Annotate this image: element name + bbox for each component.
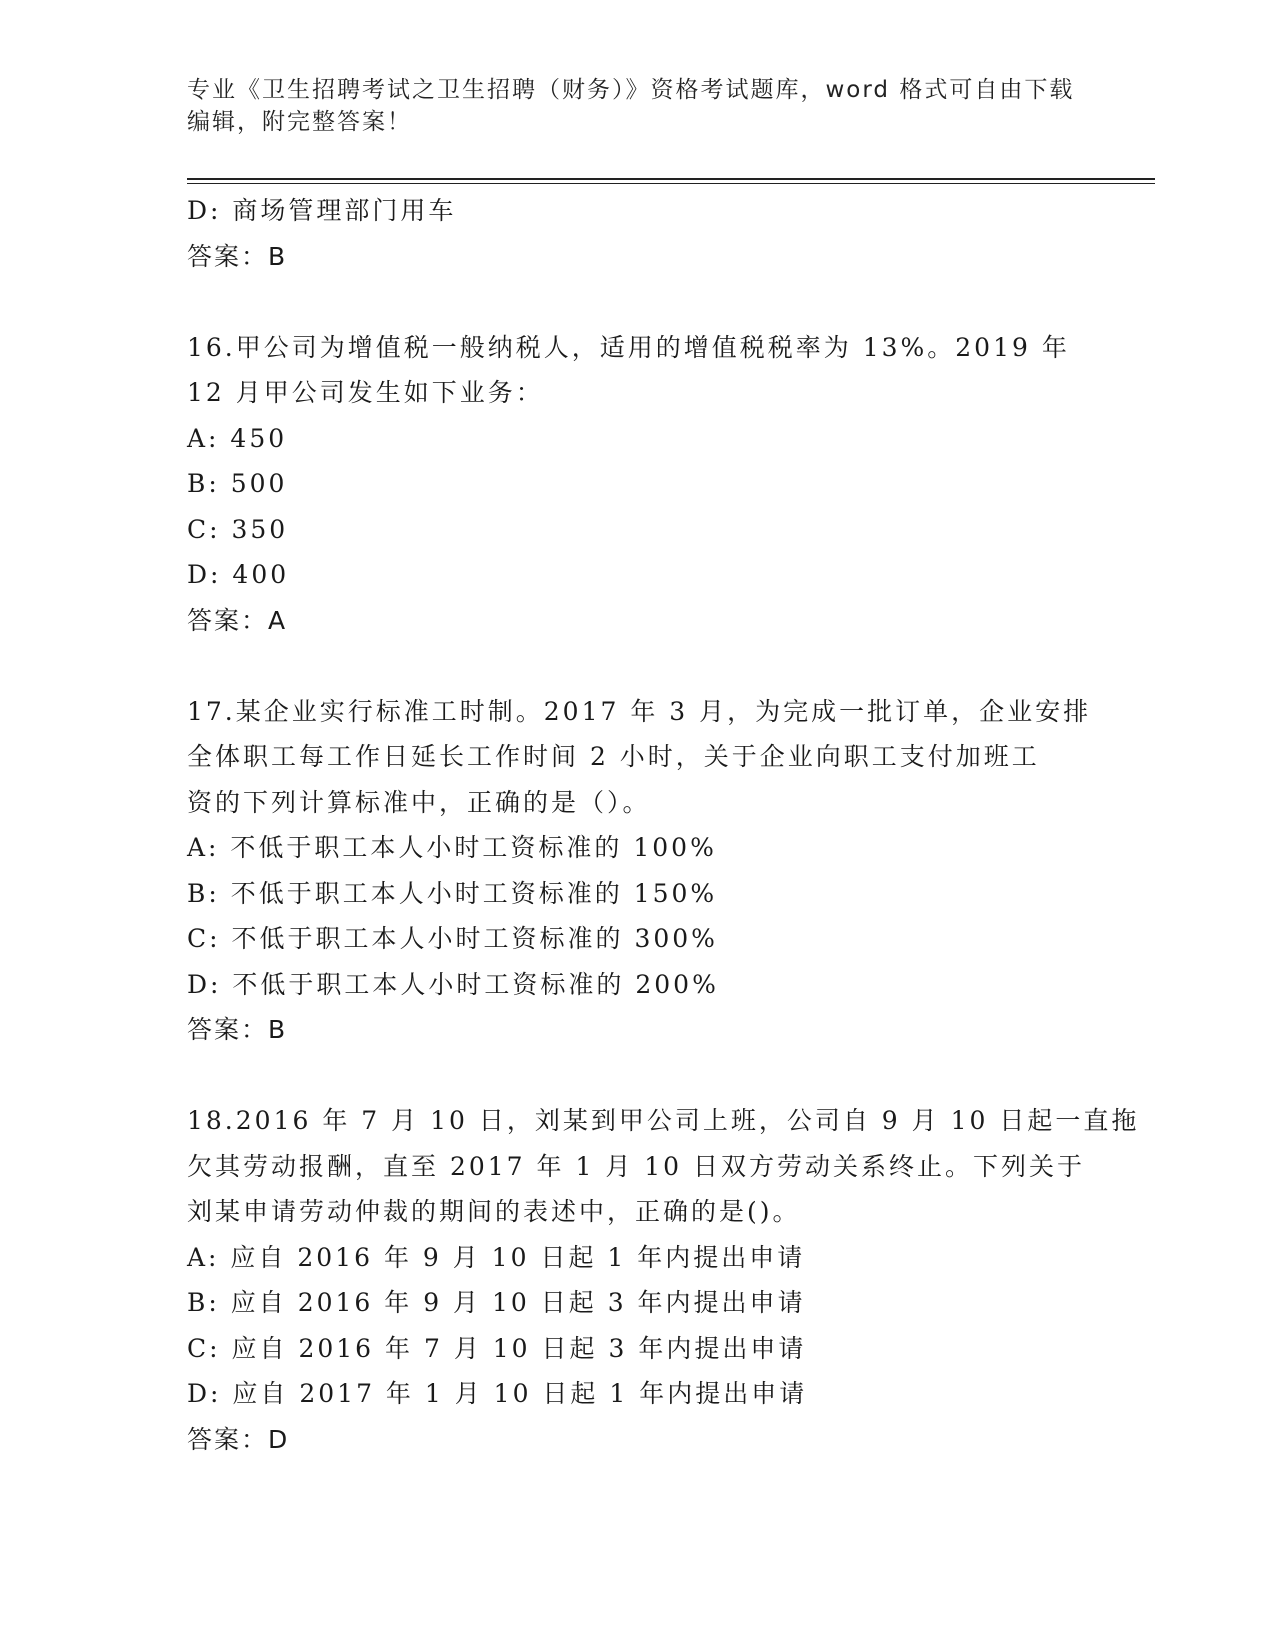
q16-stem-line-2: 12 月甲公司发生如下业务： bbox=[187, 378, 544, 407]
q18-option-a: A: 应自 2016 年 9 月 10 日起 1 年内提出申请 bbox=[187, 1242, 806, 1272]
q18-answer: 答案：D bbox=[187, 1424, 290, 1454]
q17-option-c: C: 不低于职工本人小时工资标准的 300% bbox=[187, 924, 718, 953]
q16-answer: 答案：A bbox=[187, 605, 288, 635]
q18-option-c: C: 应自 2016 年 7 月 10 日起 3 年内提出申请 bbox=[187, 1333, 807, 1363]
q18-stem-line-1: 18.2016 年 7 月 10 日，刘某到甲公司上班，公司自 9 月 10 日起一直拖 bbox=[187, 1106, 1140, 1135]
q18-option-d: D: 应自 2017 年 1 月 10 日起 1 年内提出申请 bbox=[187, 1379, 808, 1408]
q16-option-c: C: 350 bbox=[187, 514, 289, 544]
prev-answer: 答案：B bbox=[187, 241, 288, 271]
q18-stem-line-2: 欠其劳动报酬，直至 2017 年 1 月 10 日双方劳动关系终止。下列关于 bbox=[187, 1151, 1086, 1181]
q17-answer: 答案：B bbox=[187, 1015, 288, 1044]
q17-stem-line-1: 17.某企业实行标准工时制。2017 年 3 月，为完成一批订单，企业安排 bbox=[187, 696, 1092, 726]
header-divider-thin bbox=[187, 183, 1155, 184]
spacer bbox=[187, 643, 1087, 689]
q16-option-a: A: 450 bbox=[187, 423, 288, 453]
q18-option-b: B: 应自 2016 年 9 月 10 日起 3 年内提出申请 bbox=[187, 1288, 806, 1317]
header-line-2: 编辑，附完整答案！ bbox=[187, 109, 412, 135]
q17-stem-line-3: 资的下列计算标准中，正确的是（）。 bbox=[187, 787, 651, 817]
q17-option-b: B: 不低于职工本人小时工资标准的 150% bbox=[187, 878, 718, 908]
q16-stem-line-1: 16.甲公司为增值税一般纳税人，适用的增值税税率为 13%。2019 年 bbox=[187, 332, 1070, 362]
q18-stem-line-3: 刘某申请劳动仲裁的期间的表述中，正确的是()。 bbox=[187, 1197, 801, 1226]
spacer bbox=[187, 279, 1087, 325]
q17-option-a: A: 不低于职工本人小时工资标准的 100% bbox=[187, 833, 717, 862]
spacer bbox=[187, 1053, 1087, 1099]
prev-option-d: D: 商场管理部门用车 bbox=[187, 196, 457, 225]
question-content bbox=[187, 188, 1140, 1462]
q16-option-d: D: 400 bbox=[187, 560, 290, 589]
page-header bbox=[187, 74, 1087, 138]
q16-option-b: B: 500 bbox=[187, 469, 288, 498]
header-divider bbox=[187, 178, 1155, 180]
header-line-1: 专业《卫生招聘考试之卫生招聘（财务）》资格考试题库，word 格式可自由下载 bbox=[187, 77, 1075, 103]
q17-option-d: D: 不低于职工本人小时工资标准的 200% bbox=[187, 969, 719, 999]
q17-stem-line-2: 全体职工每工作日延长工作时间 2 小时，关于企业向职工支付加班工 bbox=[187, 742, 1040, 771]
